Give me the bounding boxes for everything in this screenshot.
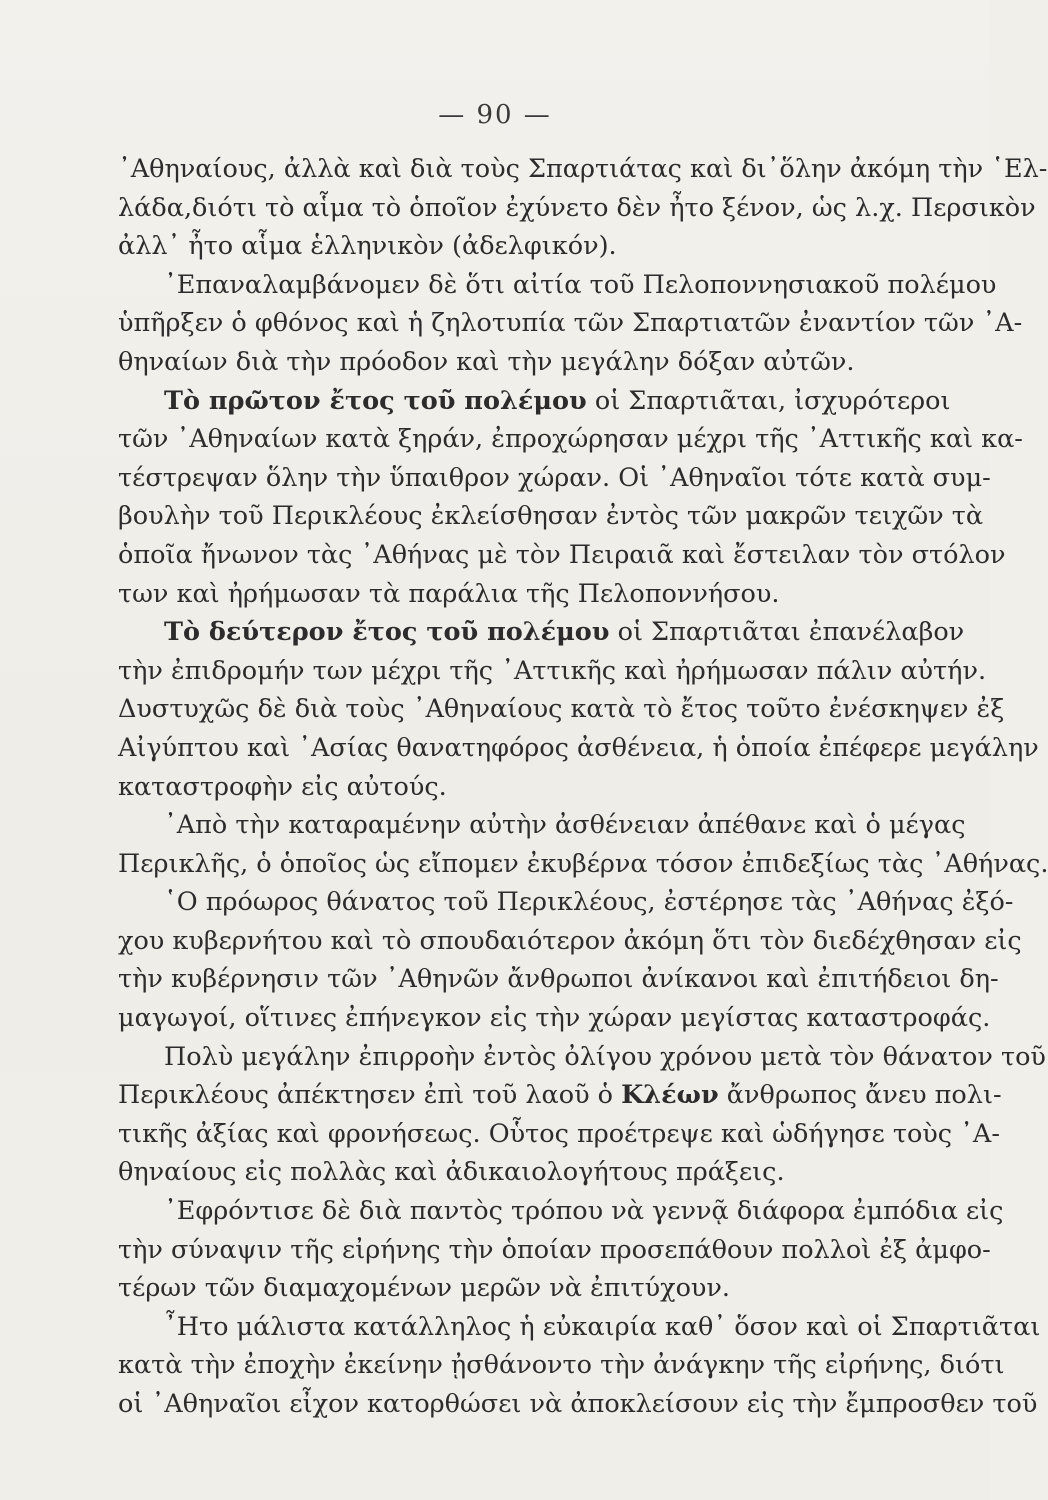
text-line: [118, 189, 1036, 228]
line-text: Δυστυχῶς δὲ διὰ τοὺς ᾿Αθηναίους κατὰ τὸ ἔτος τοῦτο ἐνέσκηψεν ἐξ: [118, 694, 1005, 725]
line-text: οἱ Σπαρτιᾶται, ἰσχυρότεροι: [586, 385, 951, 416]
text-line: [118, 459, 991, 498]
text-line: [118, 960, 999, 999]
line-text: των καὶ ἠρήμωσαν τὰ παράλια τῆς Πελοποννήσου.: [118, 578, 780, 609]
line-text: θηναίων διὰ τὴν πρόοδον καὶ τὴν μεγάλην δόξαν αὐτῶν.: [118, 346, 855, 377]
text-line: [118, 575, 934, 614]
line-text: Αἰγύπτου καὶ ᾿Ασίας θανατηφόρος ἀσθένεια, ἡ ὁποία ἐπέφερε μεγάλην: [118, 732, 1039, 763]
text-line: [118, 1076, 1002, 1115]
text-line: [118, 613, 965, 652]
line-text: βουλὴν τοῦ Περικλέους ἐκλείσθησαν ἐντὸς τῶν μακρῶν τειχῶν τὰ: [118, 501, 984, 532]
line-text: Περικλέους ἀπέκτησεν ἐπὶ τοῦ λαοῦ ὁ: [118, 1080, 622, 1111]
text-line: [118, 1038, 1046, 1077]
page-number: — 90 —: [438, 100, 552, 130]
text-line: [118, 227, 934, 266]
text-line: [118, 806, 966, 845]
text-line: [118, 1153, 934, 1192]
text-line: [118, 845, 1048, 884]
line-text-after: ἄνθρωπος ἄνευ πολι-: [718, 1080, 1002, 1111]
line-text: ᾿Επαναλαμβάνομεν δὲ ὅτι αἰτία τοῦ Πελοποννησιακοῦ πολέμου: [164, 269, 997, 300]
line-text: χου κυβερνήτου καὶ τὸ σπουδαιότερον ἀκόμη ὅτι τὸν διεδέχθησαν εἰς: [118, 925, 1022, 956]
text-line: [118, 1385, 1038, 1424]
line-text: οἱ Σπαρτιᾶται ἐπανέλαβον: [609, 617, 965, 648]
text-line: [118, 1231, 991, 1270]
line-text: ἀλλ᾿ ἦτο αἷμα ἑλληνικὸν (ἀδελφικόν).: [118, 231, 617, 262]
text-line: [118, 1192, 1004, 1231]
text-line: [118, 768, 934, 807]
bold-heading: Τὸ δεύτερον ἔτος τοῦ πολέμου: [164, 617, 610, 648]
line-text: καταστροφὴν εἰς αὐτούς.: [118, 771, 447, 802]
line-text: λάδα,διότι τὸ αἷμα τὸ ὁποῖον ἐχύνετο δὲν ἦτο ξένον, ὡς λ.χ. Περσικὸν: [118, 192, 1036, 223]
line-text: ὁποῖα ἤνωνον τὰς ᾿Αθήνας μὲ τὸν Πειραιᾶ καὶ ἔστειλαν τὸν στόλον: [118, 539, 1006, 570]
line-text: ὑπῆρξεν ὁ φθόνος καὶ ἡ ζηλοτυπία τῶν Σπαρτιατῶν ἐναντίον τῶν ᾿Α-: [118, 308, 1023, 339]
line-text: τὴν ἐπιδρομήν των μέχρι τῆς ᾿Αττικῆς καὶ ἠρήμωσαν πάλιν αὐτήν.: [118, 655, 987, 686]
line-text: ῏Ητο μάλιστα κατάλληλος ἡ εὐκαιρία καθ᾿ ὅσον καὶ οἱ Σπαρτιᾶται: [164, 1311, 1041, 1342]
text-line: [118, 690, 1005, 729]
bold-heading: Τὸ πρῶτον ἔτος τοῦ πολέμου: [164, 385, 587, 416]
line-text: Πολὺ μεγάλην ἐπιρροὴν ἐντὸς ὀλίγου χρόνου μετὰ τὸν θάνατον τοῦ: [164, 1041, 1046, 1072]
line-text: μαγωγοί, οἵτινες ἐπήνεγκον εἰς τὴν χώραν μεγίστας καταστροφάς.: [118, 1003, 991, 1034]
line-text: κατὰ τὴν ἐποχὴν ἐκείνην ᾐσθάνοντο τὴν ἀνάγκην τῆς εἰρήνης, διότι: [118, 1350, 1005, 1381]
line-text: τέστρεψαν ὅλην τὴν ὕπαιθρον χώραν. Οἱ ᾿Αθηναῖοι τότε κατὰ συμ-: [118, 462, 991, 493]
line-text: ῾Ο πρόωρος θάνατος τοῦ Περικλέους, ἐστέρησε τὰς ᾿Αθήνας ἐξό-: [164, 887, 1014, 918]
text-line: [118, 883, 1014, 922]
text-line: [118, 729, 1039, 768]
line-text: τέρων τῶν διαμαχομένων μερῶν νὰ ἐπιτύχουν.: [118, 1273, 731, 1304]
text-line: [118, 536, 1006, 575]
bold-name: Κλέων: [621, 1080, 719, 1111]
text-line: [118, 382, 951, 421]
text-line: [118, 497, 984, 536]
text-line: [118, 343, 934, 382]
text-line: [118, 1308, 1041, 1347]
line-text: ᾿Εφρόντισε δὲ διὰ παντὸς τρόπου νὰ γεννᾷ διάφορα ἐμπόδια εἰς: [164, 1196, 1004, 1227]
line-text: θηναίους εἰς πολλὰς καὶ ἀδικαιολογήτους πράξεις.: [118, 1157, 785, 1188]
text-line: [118, 652, 987, 691]
text-line: [118, 1115, 1000, 1154]
line-text: Περικλῆς, ὁ ὁποῖος ὡς εἴπομεν ἐκυβέρνα τόσον ἐπιδεξίως τὰς ᾿Αθήνας.: [118, 848, 1048, 879]
line-text: ᾿Απὸ τὴν καταραμένην αὐτὴν ἀσθένειαν ἀπέθανε καὶ ὁ μέγας: [164, 810, 966, 841]
text-line: [118, 999, 991, 1038]
line-text: τῶν ᾿Αθηναίων κατὰ ξηράν, ἐπροχώρησαν μέχρι τῆς ᾿Αττικῆς καὶ κα-: [118, 424, 1023, 455]
text-line: [118, 420, 1023, 459]
line-text: ᾿Αθηναίους, ἀλλὰ καὶ διὰ τοὺς Σπαρτιάτας καὶ δι᾿ὅλην ἀκόμη τὴν ῾Ελ-: [118, 154, 1048, 184]
text-line: [118, 266, 997, 305]
line-text: οἱ ᾿Αθηναῖοι εἶχον κατορθώσει νὰ ἀποκλείσουν εἰς τὴν ἔμπροσθεν τοῦ: [118, 1389, 1038, 1419]
text-line: [118, 150, 1048, 189]
body-text: [118, 150, 1048, 1424]
text-line: [118, 1346, 1005, 1385]
line-text: τὴν σύναψιν τῆς εἰρήνης τὴν ὁποίαν προσεπάθουν πολλοὶ ἐξ ἀμφο-: [118, 1234, 991, 1265]
text-line: [118, 1269, 934, 1308]
text-line: [118, 922, 1022, 961]
text-line: [118, 304, 1023, 343]
line-text: τικῆς ἀξίας καὶ φρονήσεως. Οὗτος προέτρεψε καὶ ὡδήγησε τοὺς ᾿Α-: [118, 1118, 1000, 1149]
line-text: τὴν κυβέρνησιν τῶν ᾿Αθηνῶν ἄνθρωποι ἀνίκανοι καὶ ἐπιτήδειοι δη-: [118, 964, 999, 995]
